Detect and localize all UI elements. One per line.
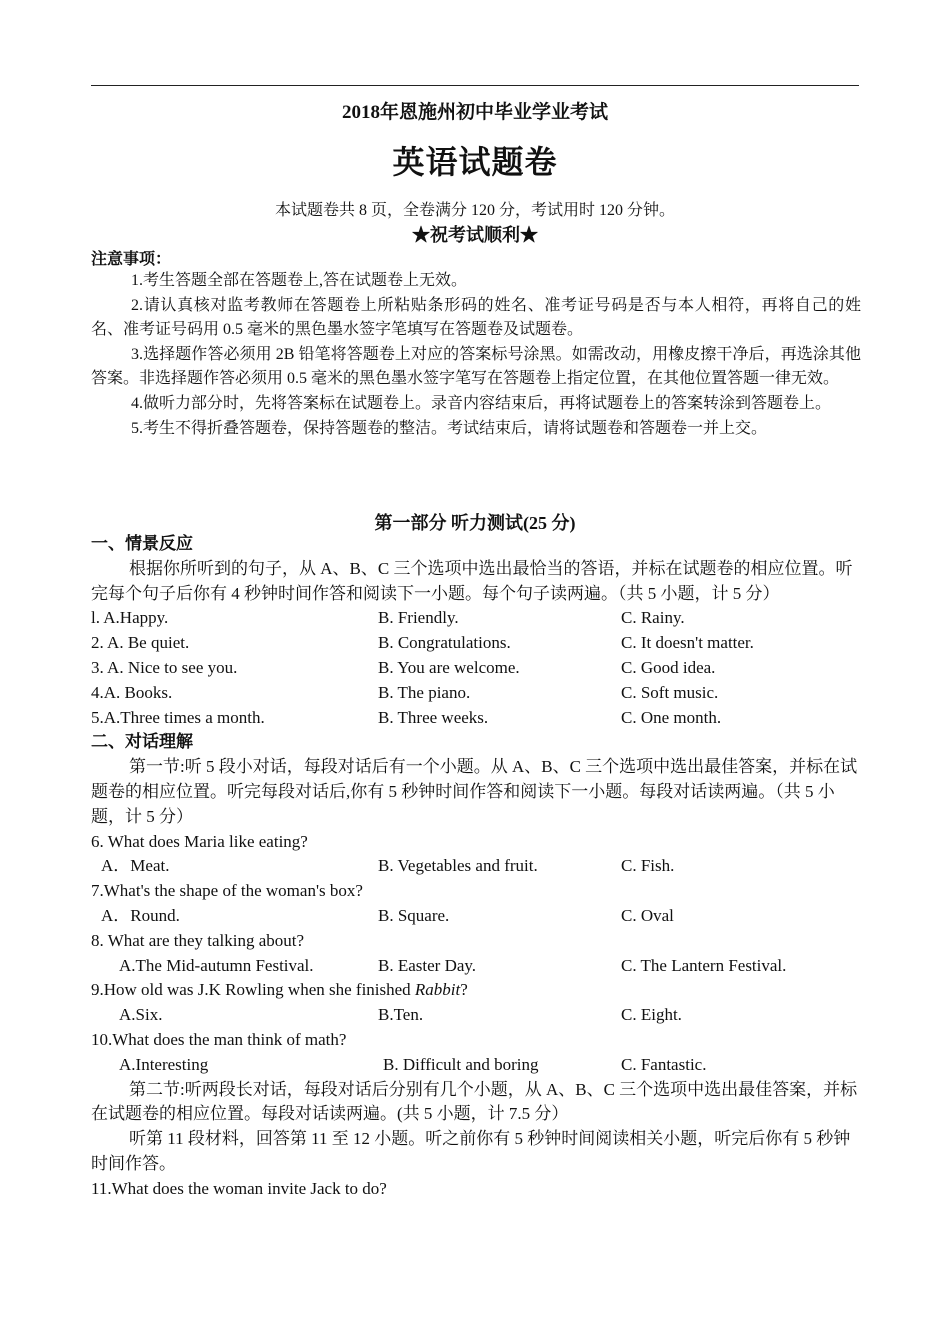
blessing: ★祝考试顺利★ [412,225,538,245]
note-item: 5.考生不得折叠答题卷，保持答题卷的整洁。考试结束后，请将试题卷和答题卷一并上交。 [131,419,768,437]
note-item: 4.做听力部分时，先将答案标在试题卷上。录音内容结束后，再将试题卷上的答案转涂到答题卷上。 [131,394,832,412]
question-row [91,656,861,681]
option-b: B.Ten. [378,1005,424,1025]
option-b: B. Congratulations. [378,633,511,653]
option-b: B. The piano. [378,682,471,702]
option-a: A．Round. [101,905,180,925]
question-stem: 7.What's the shape of the woman's box? [91,881,363,901]
option-c: C. Good idea. [621,657,716,677]
option-a: A.Interesting [119,1054,209,1074]
question-mark: ? [460,980,468,1000]
question-stem: 8. What are they talking about? [91,930,305,950]
option-c: C. One month. [621,707,722,727]
option-c: C. It doesn't matter. [621,633,754,653]
book-title: Rabbit [414,980,461,1000]
question-row [91,681,861,706]
question-row [91,904,861,929]
note-item: 2.请认真核对监考教师在答题卷上所粘贴条形码的姓名、准考证号码是否与本人相符，再将自己的姓名、准考证号码用 0.5 毫米的黑色墨水签字笔填写在答题卷及试题卷。 [91,296,861,339]
material-instructions: 听第 11 段材料，回答第 11 至 12 小题。听之前你有 5 秒钟时间阅读相关小题，听完后你有 5 秒钟时间作答。 [91,1129,851,1173]
option-b: B. Friendly. [378,608,459,628]
option-c: C. Fantastic. [621,1054,707,1074]
option-a: 3. A. Nice to see you. [91,657,238,677]
option-a: 4.A. Books. [91,682,173,702]
section-heading: 一、情景反应 [91,534,193,553]
option-a: l. A.Happy. [91,608,169,628]
option-b: B. Easter Day. [378,955,477,975]
exam-subtitle: 英语试题卷 [392,144,558,180]
option-b: B. Three weeks. [378,707,489,727]
option-c: C. Rainy. [621,608,685,628]
section-heading: 二、对话理解 [91,732,193,752]
section-instructions: 根据你所听到的句子，从 A、B、C 三个选项中选出最恰当的答语，并标在试题卷的相应位置。听完每个句子后你有 4 秒钟时间作答和阅读下一小题。每个句子读两遍。（共 5 小题，计 5 分） [91,558,853,603]
option-a: A.The Mid-autumn Festival. [119,955,314,975]
option-b: B. Vegetables and fruit. [378,856,538,876]
part-title: 第一部分 听力测试(25 分) [374,513,576,533]
option-a: A．Meat. [101,856,170,876]
option-c: C. Oval [621,905,674,925]
notes-heading: 注意事项： [91,251,172,268]
top-rule [91,85,859,86]
question-stem: 11.What does the woman invite Jack to do? [91,1178,387,1198]
option-c: C. The Lantern Festival. [621,955,787,975]
note-item: 1.考生答题全部在答题卷上,答在试题卷上无效。 [131,272,468,289]
option-c: C. Fish. [621,856,675,876]
note-item: 3.选择题作答必须用 2B 铅笔将答题卷上对应的答案标号涂黑。如需改动，用橡皮擦干净后，再选涂其他答案。非选择题作答必须用 0.5 毫米的黑色墨水签字笔写在答题卷上指定位置，在其他位置答题一律无效。 [91,345,861,388]
question-row [91,606,861,631]
question-row [91,706,861,731]
question-stem: 10.What does the man think of math? [91,1029,347,1049]
question-text: 9.How old was J.K Rowling when she finished [91,980,415,1000]
option-c: C. Soft music. [621,682,719,702]
option-c: C. Eight. [621,1005,682,1025]
option-b: B. Square. [378,905,450,925]
question-stem: 6. What does Maria like eating? [91,831,308,851]
exam-title: 2018年恩施州初中毕业学业考试 [341,102,608,123]
question-row [91,1003,861,1028]
option-a: 2. A. Be quiet. [91,633,190,653]
option-b: B. Difficult and boring [383,1054,539,1074]
option-a: A.Six. [119,1005,163,1025]
question-row [91,1053,861,1078]
question-stem [91,978,861,1003]
question-row [91,954,861,979]
listening-section [91,532,861,1202]
question-row [91,631,861,656]
section-instructions: 第二节:听两段长对话，每段对话后分别有几个小题，从 A、B、C 三个选项中选出最佳答案，并标在试题卷的相应位置。每段对话读两遍。(共 5 小题，计 7.5 分） [91,1079,858,1124]
notes-list [91,269,861,441]
section-instructions: 第一节:听 5 段小对话，每段对话后有一个小题。从 A、B、C 三个选项中选出最佳答案，并标在试题卷的相应位置。听完每段对话后,你有 5 秒钟时间作答和阅读下一小题。每段对话读两遍。（共 5 小题，计 5 分） [91,757,858,826]
question-row [91,854,861,879]
option-b: B. You are welcome. [378,657,520,677]
option-a: 5.A.Three times a month. [91,707,265,727]
exam-info: 本试题卷共 8 页，全卷满分 120 分，考试用时 120 分钟。 [274,202,675,219]
